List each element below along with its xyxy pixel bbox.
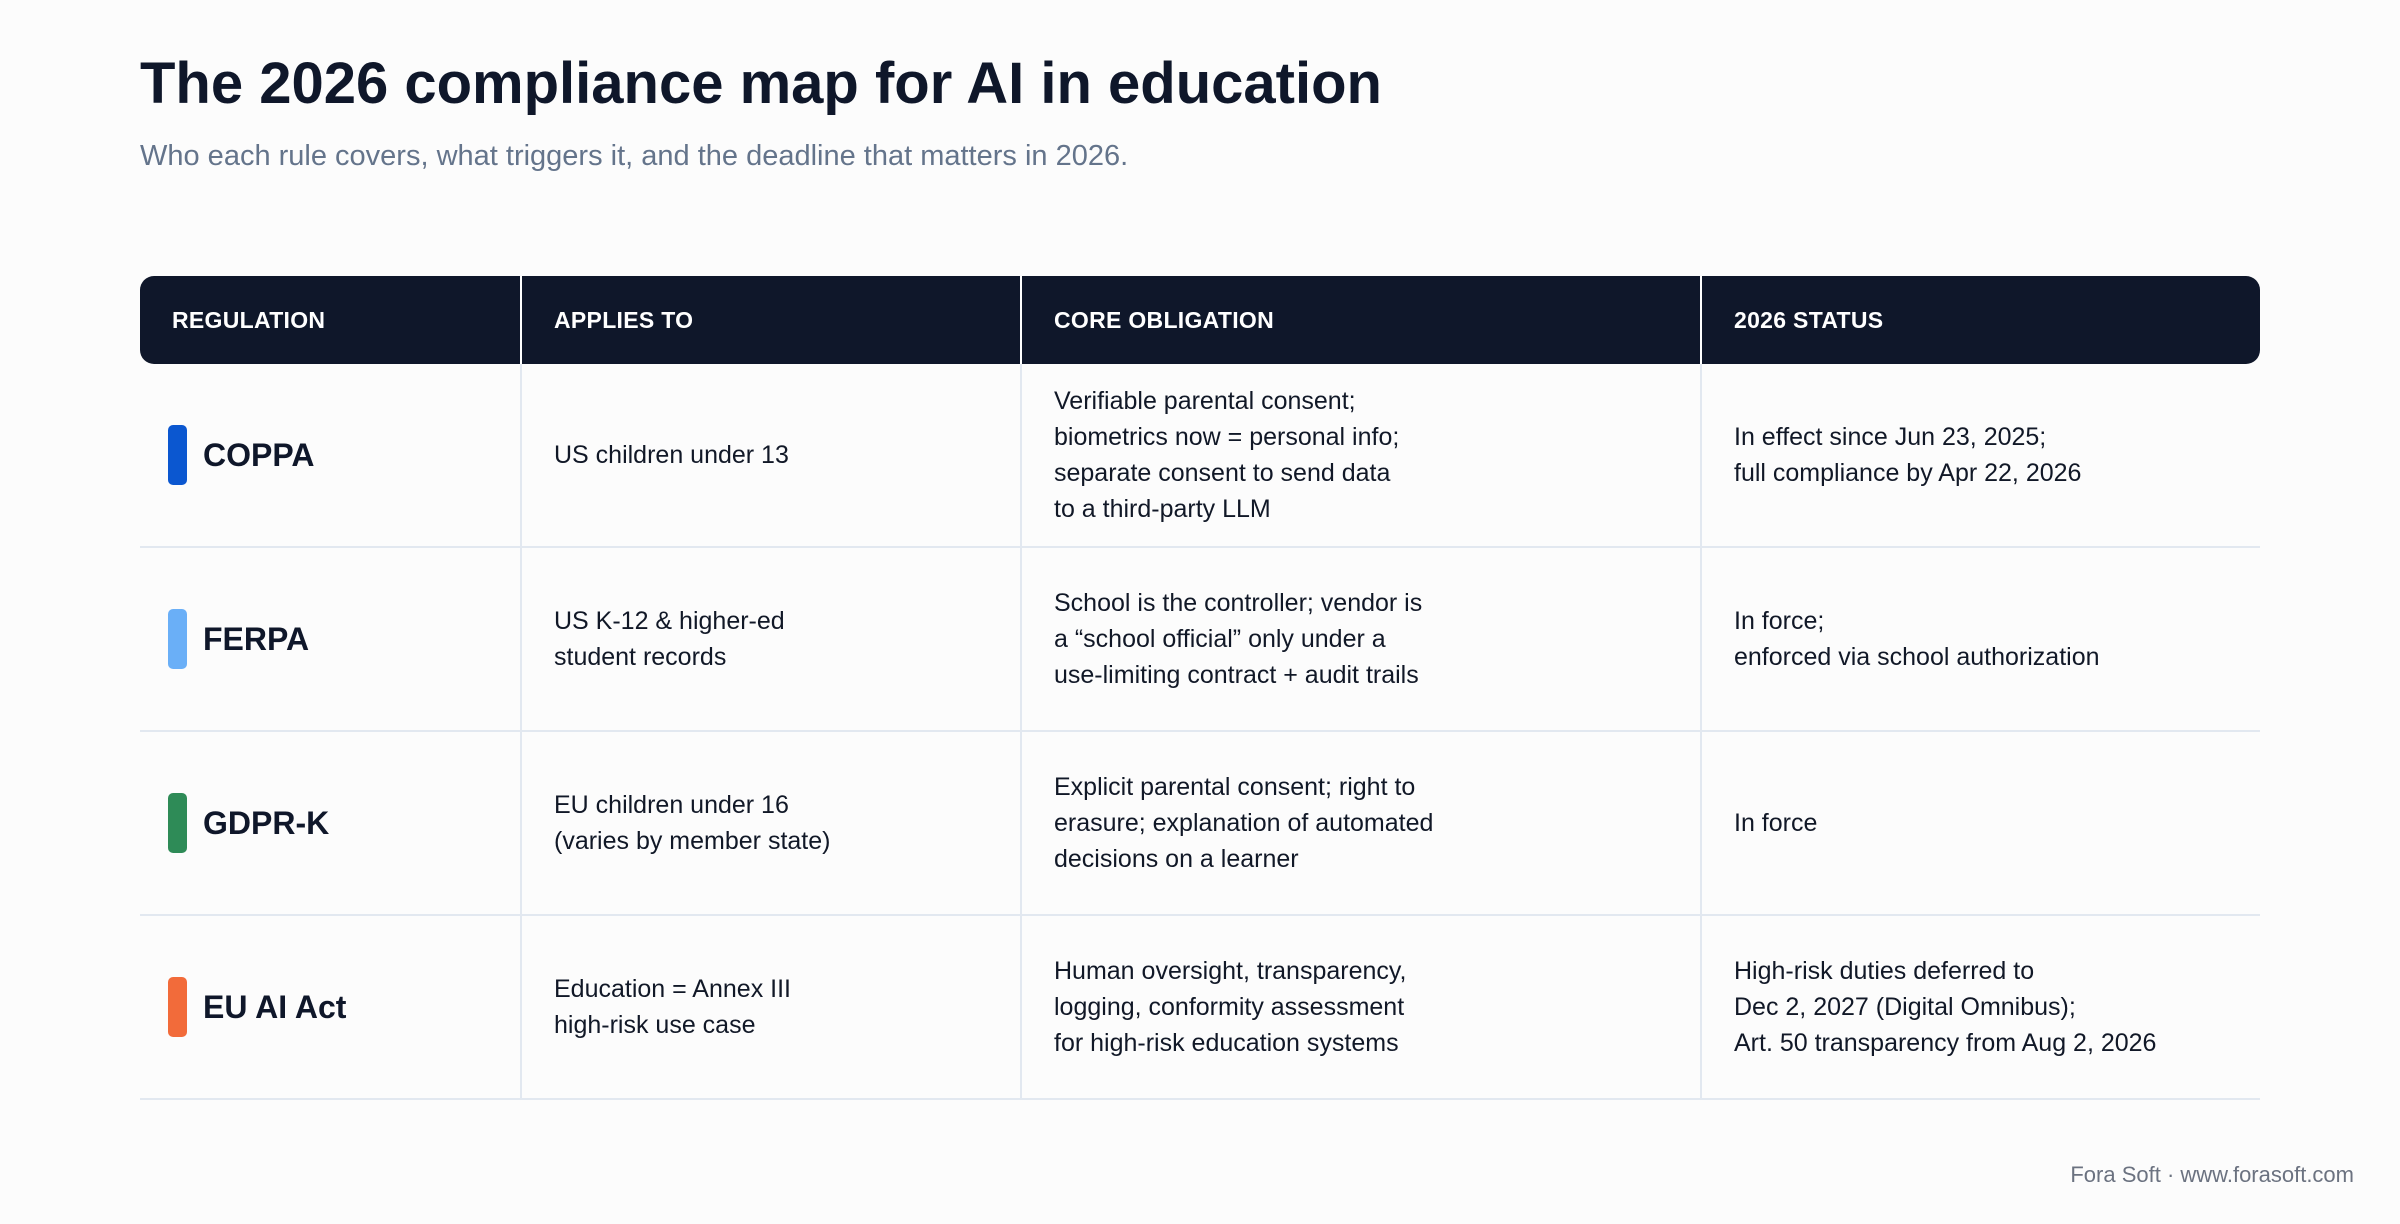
table-row	[140, 916, 2260, 1100]
regulation-name: EU AI Act	[203, 989, 347, 1025]
status-cell: In effect since Jun 23, 2025; full compliance by Apr 22, 2026	[1700, 364, 2260, 546]
core-obligation-cell: Verifiable parental consent; biometrics now = personal info; separate consent to send data to a third-party LLM	[1020, 364, 1700, 546]
column-header-regulation: REGULATION	[172, 306, 326, 333]
regulation-cell	[140, 364, 520, 546]
applies-to-cell: Education = Annex III high-risk use case	[520, 916, 1020, 1098]
regulation-cell	[140, 732, 520, 914]
footer-credit: Fora Soft · www.forasoft.com	[2070, 1162, 2354, 1187]
core-obligation-cell: Explicit parental consent; right to erasure; explanation of automated decisions on a learner	[1020, 732, 1700, 914]
table-row	[140, 548, 2260, 732]
page-title: The 2026 compliance map for AI in education	[140, 51, 1382, 116]
status-cell: In force	[1700, 732, 2260, 914]
compliance-table	[140, 276, 2260, 1100]
regulation-color-bar	[168, 425, 187, 485]
regulation-color-bar	[168, 977, 187, 1037]
table-header	[140, 276, 2260, 364]
regulation-name: COPPA	[203, 437, 315, 473]
regulation-cell	[140, 916, 520, 1098]
regulation-color-bar	[168, 793, 187, 853]
core-obligation-cell: Human oversight, transparency, logging, conformity assessment for high-risk education systems	[1020, 916, 1700, 1098]
regulation-name: GDPR-K	[203, 805, 330, 841]
applies-to-cell: US K-12 & higher-ed student records	[520, 548, 1020, 730]
column-header-core-obligation: CORE OBLIGATION	[1020, 276, 1700, 364]
table-row	[140, 732, 2260, 916]
page-subtitle: Who each rule covers, what triggers it, and the deadline that matters in 2026.	[140, 140, 1129, 172]
table-row	[140, 364, 2260, 548]
regulation-name: FERPA	[203, 621, 310, 657]
regulation-cell	[140, 548, 520, 730]
regulation-color-bar	[168, 609, 187, 669]
applies-to-cell: US children under 13	[520, 364, 1020, 546]
applies-to-cell: EU children under 16 (varies by member state)	[520, 732, 1020, 914]
status-cell: In force; enforced via school authorization	[1700, 548, 2260, 730]
column-header-applies-to: APPLIES TO	[520, 276, 1020, 364]
column-header-2026-status: 2026 STATUS	[1700, 276, 2260, 364]
status-cell: High-risk duties deferred to Dec 2, 2027 (Digital Omnibus); Art. 50 transparency from Aug 2, 2026	[1700, 916, 2260, 1098]
core-obligation-cell: School is the controller; vendor is a “school official” only under a use-limiting contract + audit trails	[1020, 548, 1700, 730]
